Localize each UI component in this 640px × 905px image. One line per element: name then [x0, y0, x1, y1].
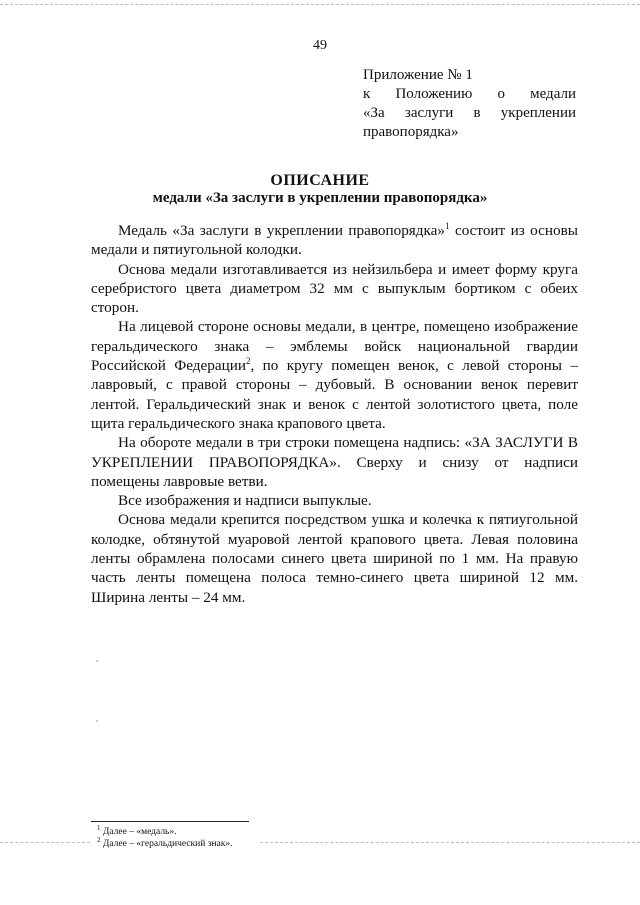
footnote-ref: 1 [445, 220, 450, 231]
appendix-word: к [363, 86, 371, 102]
footnote-divider [91, 821, 249, 822]
appendix-word: укреплении [500, 105, 576, 121]
appendix-line-4: правопорядка» [363, 124, 459, 140]
paragraph: На обороте медали в три строки помещена надпись: «ЗА ЗАСЛУГИ В УКРЕПЛЕНИИ ПРАВОПОРЯДКА». Сверху и снизу от надписи помещены лавровые ветви. [91, 434, 578, 490]
footnote-ref: 2 [245, 356, 251, 367]
paragraph: На лицевой стороне основы медали, в центре, помещено изображение геральдического знака – эмблемы войск национальной гвардии Российской Федерации$^2$, по кругу помещен венок, с левой стороны – лавровый, с правой стороны – дубовый. В основании венок перевит лентой. Геральдический знак и венок с лентой золотистого цвета, поле щита геральдического знака крапового цвета. [91, 318, 578, 432]
scan-artifact-line [0, 4, 640, 5]
appendix-word: заслуги [404, 105, 454, 121]
document-body [91, 221, 578, 607]
appendix-line-1: Приложение № 1 [363, 67, 473, 83]
paragraph: Все изображения и надписи выпуклые. [118, 492, 372, 510]
scan-artifact-line [0, 842, 90, 843]
appendix-line-3 [363, 104, 576, 123]
paragraph: Основа медали изготавливается из нейзильбера и имеет форму круга серебристого цвета диаметром 32 мм с выпуклым бортиком с обеих сторон. [91, 260, 578, 317]
appendix-block [363, 66, 576, 142]
appendix-word: о [497, 86, 505, 102]
document-subtitle: медали «За заслуги в укреплении правопорядка» [152, 190, 488, 206]
paragraph: Медаль «За заслуги в укреплении правопорядка»$^1$ состоит из основы медали и пятиугольной колодки. [91, 220, 578, 259]
scan-artifact-line [260, 842, 640, 843]
scan-artifact-dot [96, 720, 98, 722]
appendix-word: «За [363, 105, 385, 121]
footnote: $^1$ Далее – «медаль». [97, 823, 177, 837]
scan-artifact-dot [96, 660, 98, 662]
document-title: ОПИСАНИЕ [270, 172, 370, 189]
footnote: $^2$ Далее – «геральдический знак». [97, 835, 233, 849]
appendix-word: Положению [395, 86, 473, 102]
appendix-word: в [473, 105, 481, 121]
appendix-word: медали [530, 86, 576, 102]
paragraph: Основа медали крепится посредством ушка и колечка к пятиугольной колодке, обтянутой муаровой лентой крапового цвета. Левая половина ленты обрамлена полосами синего цвета шириной по 1 мм. На правую часть ленты помещена полоса темно-синего цвета шириной 12 мм. Ширина ленты – 24 мм. [91, 511, 578, 606]
appendix-line-2 [363, 85, 576, 104]
page-number: 49 [313, 38, 327, 53]
footnotes [97, 823, 233, 850]
